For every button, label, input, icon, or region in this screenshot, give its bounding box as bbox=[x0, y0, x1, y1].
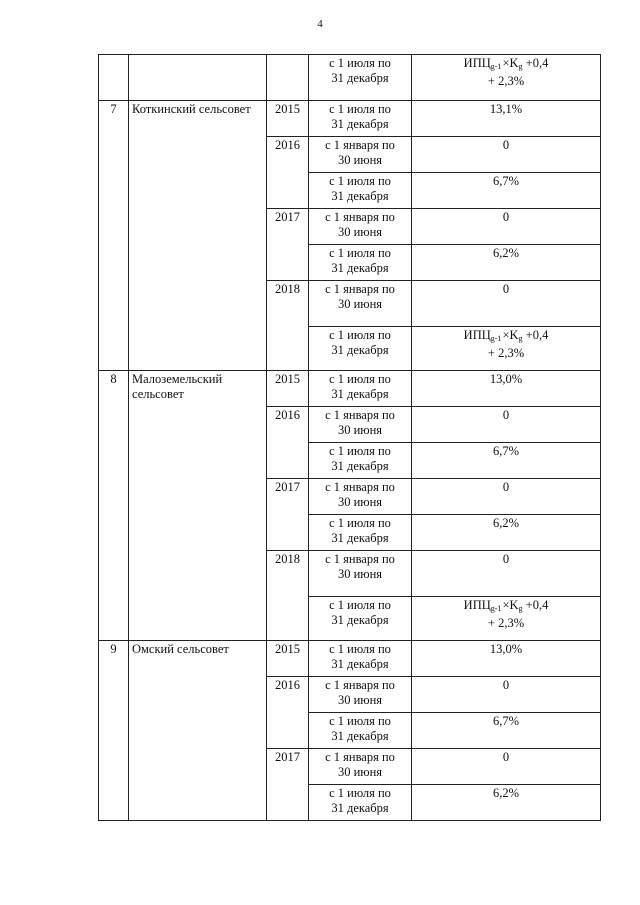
rate-cell: 13,0% bbox=[412, 371, 601, 407]
year-cell: 2015 bbox=[267, 371, 309, 407]
period-line: 31 декабря bbox=[331, 189, 389, 203]
period-line: 31 декабря bbox=[331, 613, 389, 627]
period-cell bbox=[309, 551, 412, 597]
period-line: с 1 января по bbox=[325, 552, 395, 566]
period-line: с 1 июля по bbox=[329, 714, 391, 728]
period-line: 31 декабря bbox=[331, 459, 389, 473]
year-cell: 2016 bbox=[267, 677, 309, 749]
year-cell: 2018 bbox=[267, 551, 309, 641]
period-cell bbox=[309, 641, 412, 677]
rate-formula bbox=[415, 328, 597, 361]
period-line: 30 июня bbox=[337, 225, 383, 239]
period-line: с 1 января по bbox=[325, 408, 395, 422]
period-line: с 1 июля по bbox=[329, 102, 391, 116]
formula-sub: g bbox=[518, 604, 523, 613]
formula-sub: g-1 bbox=[490, 62, 502, 71]
period-cell bbox=[309, 713, 412, 749]
rate-cell: 6,7% bbox=[412, 713, 601, 749]
period-line: с 1 июля по bbox=[329, 174, 391, 188]
formula-times: ×K bbox=[502, 598, 519, 612]
entry-name: Омский сельсовет bbox=[129, 641, 267, 821]
period-line: с 1 июля по bbox=[329, 328, 391, 342]
rate-cell bbox=[412, 597, 601, 641]
formula-base: ИПЦ bbox=[463, 56, 491, 70]
period-line: 30 июня bbox=[337, 297, 383, 311]
period-line: с 1 июля по bbox=[329, 56, 391, 70]
formula-sub: g-1 bbox=[490, 334, 502, 343]
entry-number: 9 bbox=[99, 641, 129, 821]
period-cell bbox=[309, 281, 412, 327]
rate-cell: 6,2% bbox=[412, 245, 601, 281]
period-cell bbox=[309, 55, 412, 101]
period-cell bbox=[309, 245, 412, 281]
rate-cell: 13,0% bbox=[412, 641, 601, 677]
rate-cell: 0 bbox=[412, 281, 601, 327]
period-line: с 1 января по bbox=[325, 678, 395, 692]
period-line: 30 июня bbox=[337, 765, 383, 779]
period-line: с 1 января по bbox=[325, 750, 395, 764]
year-cell: 2015 bbox=[267, 641, 309, 677]
rate-cell: 0 bbox=[412, 677, 601, 713]
table-row bbox=[99, 101, 601, 137]
period-cell bbox=[309, 597, 412, 641]
year-cell: 2017 bbox=[267, 479, 309, 551]
period-line: с 1 января по bbox=[325, 210, 395, 224]
period-cell bbox=[309, 137, 412, 173]
num-cell bbox=[99, 55, 129, 101]
entry-number: 8 bbox=[99, 371, 129, 641]
rate-cell: 0 bbox=[412, 551, 601, 597]
period-line: 30 июня bbox=[337, 693, 383, 707]
period-line: 31 декабря bbox=[331, 729, 389, 743]
period-line: 30 июня bbox=[337, 567, 383, 581]
period-line: 31 декабря bbox=[331, 657, 389, 671]
period-cell bbox=[309, 785, 412, 821]
rate-cell: 0 bbox=[412, 137, 601, 173]
table-row bbox=[99, 55, 601, 101]
year-cell: 2015 bbox=[267, 101, 309, 137]
page-number: 4 bbox=[317, 18, 323, 30]
rate-cell: 6,7% bbox=[412, 443, 601, 479]
period-line: с 1 января по bbox=[325, 138, 395, 152]
formula-line2: + 2,3% bbox=[487, 346, 525, 360]
year-cell: 2017 bbox=[267, 209, 309, 281]
tariff-table-body bbox=[99, 55, 601, 821]
rate-cell: 6,7% bbox=[412, 173, 601, 209]
rate-formula bbox=[415, 598, 597, 631]
year-cell: 2018 bbox=[267, 281, 309, 371]
period-line: 30 июня bbox=[337, 495, 383, 509]
period-line: с 1 июля по bbox=[329, 246, 391, 260]
formula-line2: + 2,3% bbox=[487, 616, 525, 630]
table-row bbox=[99, 641, 601, 677]
formula-line2: + 2,3% bbox=[487, 74, 525, 88]
period-cell bbox=[309, 515, 412, 551]
period-cell bbox=[309, 327, 412, 371]
period-cell bbox=[309, 101, 412, 137]
formula-base: ИПЦ bbox=[463, 598, 491, 612]
period-line: с 1 июля по bbox=[329, 598, 391, 612]
period-line: с 1 июля по bbox=[329, 444, 391, 458]
period-line: 31 декабря bbox=[331, 261, 389, 275]
period-line: с 1 июля по bbox=[329, 786, 391, 800]
period-cell bbox=[309, 443, 412, 479]
formula-sub: g bbox=[518, 334, 523, 343]
period-line: с 1 июля по bbox=[329, 516, 391, 530]
table-row bbox=[99, 371, 601, 407]
formula-plus: +0,4 bbox=[522, 598, 549, 612]
period-line: 31 декабря bbox=[331, 71, 389, 85]
rate-cell: 0 bbox=[412, 479, 601, 515]
period-cell bbox=[309, 479, 412, 515]
year-cell bbox=[267, 55, 309, 101]
period-line: с 1 июля по bbox=[329, 642, 391, 656]
period-line: с 1 января по bbox=[325, 480, 395, 494]
rate-cell: 0 bbox=[412, 209, 601, 245]
period-line: 30 июня bbox=[337, 153, 383, 167]
rate-cell: 13,1% bbox=[412, 101, 601, 137]
entry-name: Коткинский сельсовет bbox=[129, 101, 267, 371]
formula-plus: +0,4 bbox=[522, 328, 549, 342]
year-cell: 2016 bbox=[267, 137, 309, 209]
formula-times: ×K bbox=[502, 56, 519, 70]
year-cell: 2017 bbox=[267, 749, 309, 821]
period-cell bbox=[309, 371, 412, 407]
rate-formula bbox=[415, 56, 597, 89]
entry-number: 7 bbox=[99, 101, 129, 371]
rate-cell: 0 bbox=[412, 749, 601, 785]
tariff-table bbox=[98, 54, 601, 821]
formula-times: ×K bbox=[502, 328, 519, 342]
period-line: с 1 июля по bbox=[329, 372, 391, 386]
period-cell bbox=[309, 209, 412, 245]
rate-cell: 6,2% bbox=[412, 515, 601, 551]
period-cell bbox=[309, 749, 412, 785]
period-line: 31 декабря bbox=[331, 117, 389, 131]
period-line: 31 декабря bbox=[331, 531, 389, 545]
period-cell bbox=[309, 173, 412, 209]
formula-base: ИПЦ bbox=[463, 328, 491, 342]
formula-sub: g-1 bbox=[490, 604, 502, 613]
period-cell bbox=[309, 677, 412, 713]
period-line: 30 июня bbox=[337, 423, 383, 437]
formula-plus: +0,4 bbox=[522, 56, 549, 70]
rate-cell bbox=[412, 327, 601, 371]
period-line: 31 декабря bbox=[331, 387, 389, 401]
period-line: с 1 января по bbox=[325, 282, 395, 296]
formula-sub: g bbox=[518, 62, 523, 71]
rate-cell bbox=[412, 55, 601, 101]
period-cell bbox=[309, 407, 412, 443]
name-cell bbox=[129, 55, 267, 101]
period-line: 31 декабря bbox=[331, 343, 389, 357]
year-cell: 2016 bbox=[267, 407, 309, 479]
entry-name: Малоземельский сельсовет bbox=[129, 371, 267, 641]
rate-cell: 6,2% bbox=[412, 785, 601, 821]
period-line: 31 декабря bbox=[331, 801, 389, 815]
rate-cell: 0 bbox=[412, 407, 601, 443]
